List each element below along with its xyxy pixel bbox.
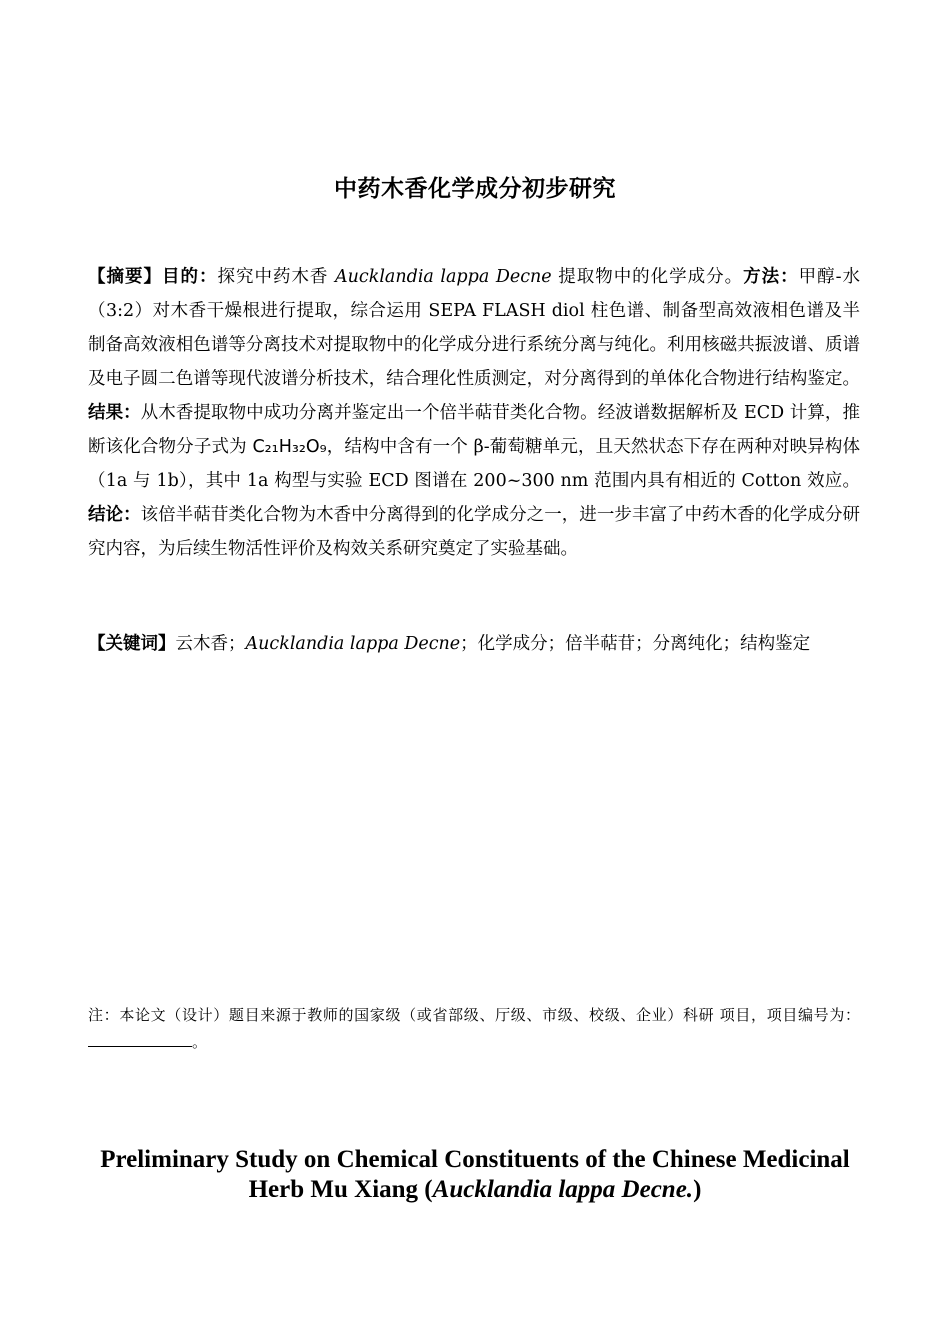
results-label: 结果：	[88, 403, 141, 423]
abstract-label: 【摘要】	[88, 267, 162, 287]
funding-note	[88, 1002, 860, 1056]
note-text: 注：本论文（设计）题目来源于教师的国家级（或省部级、厅级、市级、校级、企业）科研 项目，项目编号为：	[88, 1006, 860, 1024]
molecular-formula: C₂₁H₃₂O₉	[252, 437, 327, 457]
keyword-rest: ；化学成分；倍半萜苷；分离纯化；结构鉴定	[460, 634, 811, 654]
results-text-2: ，结构中含有一个 β-葡萄糖单元，且天然状态下存在两种对映异构体（1a 与 1b），其中 1a 构型与实验 ECD 图谱在 200~300 nm 范围内具有相近的 Cotton 效应。	[88, 437, 861, 491]
methods-label: 方法：	[743, 267, 799, 287]
keywords-label: 【关键词】	[88, 634, 176, 654]
methods-text: 甲醇-水（3:2）对木香干燥根进行提取，综合运用 SEPA FLASH diol 柱色谱、制备型高效液相色谱及半制备高效液相色谱等分离技术对提取物中的化学成分进行系统分离与纯化。利用核磁共振波谱、质谱及电子圆二色谱等现代波谱分析技术，结合理化性质测定，对分离得到的单体化合物进行结构鉴定。	[88, 267, 861, 389]
objective-text-2: 提取物中的化学成分。	[551, 267, 744, 287]
objective-label: 目的：	[161, 267, 218, 287]
conclusion-text: 该倍半萜苷类化合物为木香中分离得到的化学成分之一，进一步丰富了中药木香的化学成分研究内容，为后续生物活性评价及构效关系研究奠定了实验基础。	[88, 505, 860, 559]
english-title-suffix: )	[693, 1176, 702, 1203]
english-title-species: Aucklandia lappa Decne.	[432, 1176, 694, 1203]
note-end: 。	[192, 1033, 208, 1051]
english-title-line-1: Preliminary Study on Chemical Constituents of the Chinese Medicinal	[100, 1146, 850, 1173]
conclusion-label: 结论：	[88, 505, 141, 525]
keyword-1: 云木香；	[175, 634, 246, 654]
keywords-line	[88, 627, 860, 661]
chinese-title: 中药木香化学成分初步研究	[334, 176, 616, 202]
species-name: Aucklandia lappa Decne	[335, 267, 552, 287]
results-text-1: 从木香提取物中成功分离并鉴定出一个倍半萜苷类化合物。经波谱数据解析及 ECD 计算，推断该化合物分子式为	[88, 403, 860, 457]
english-title	[60, 1145, 890, 1205]
abstract-paragraph	[88, 260, 860, 566]
english-title-prefix: Herb Mu Xiang (	[248, 1176, 433, 1203]
project-number-blank	[88, 1030, 192, 1047]
objective-text-1: 探究中药木香	[217, 267, 335, 287]
english-title-line-2	[60, 1175, 890, 1205]
keyword-species: Aucklandia lappa Decne	[245, 634, 461, 654]
